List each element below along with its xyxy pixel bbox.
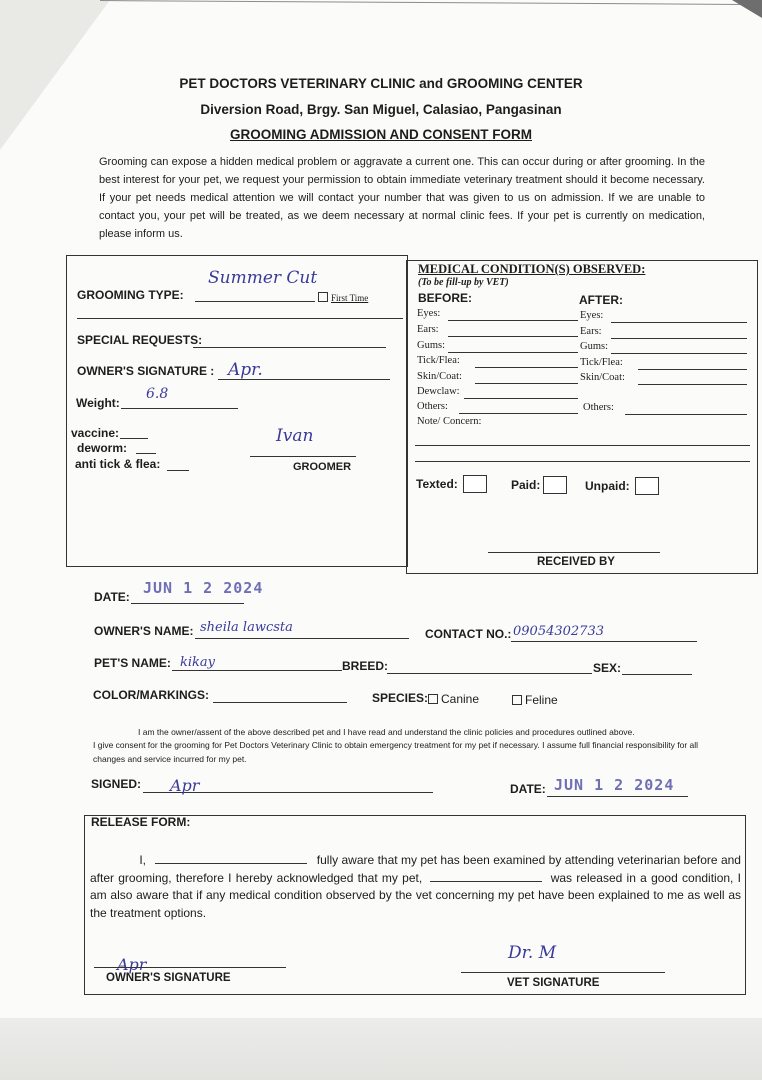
signed-value: Apr <box>170 776 200 795</box>
consent-line-1: I am the owner/assent of the above described pet and I have read and understand the clinic policies and procedures outlined above. <box>138 727 635 737</box>
owner-name-line[interactable] <box>195 638 409 639</box>
received-by-line[interactable] <box>488 552 660 553</box>
groomer-line[interactable] <box>250 456 356 457</box>
after-field-line[interactable] <box>611 322 747 323</box>
groomer-value: Ivan <box>276 426 314 446</box>
grooming-type-line[interactable] <box>195 301 315 302</box>
before-field-label: Dewclaw: <box>417 386 460 397</box>
pet-name-value: kikay <box>180 655 216 670</box>
after-field-label: Others: <box>583 402 614 413</box>
before-field-label: Note/ Concern: <box>417 416 482 427</box>
sex-label: SEX: <box>593 661 622 675</box>
before-field-line[interactable] <box>464 398 578 399</box>
first-time-box[interactable] <box>318 292 328 302</box>
note-line-1[interactable] <box>415 445 750 446</box>
before-field-line[interactable] <box>448 336 578 337</box>
feline-checkbox[interactable] <box>512 695 522 705</box>
before-field-label: Eyes: <box>417 308 441 319</box>
vet-signature-label: VET SIGNATURE <box>507 977 600 989</box>
groomer-label: GROOMER <box>293 461 352 473</box>
before-field-line[interactable] <box>448 320 578 321</box>
consent-date-label: DATE: <box>510 782 546 796</box>
date-line[interactable] <box>131 603 244 604</box>
species-feline-option[interactable] <box>512 693 558 707</box>
release-owner-signature-label: OWNER'S SIGNATURE <box>106 972 231 984</box>
release-text-1: fully aware that my pet has been examined by attending veterinarian before and after grooming, therefore I hereby acknowledged that my pet, <box>90 853 741 885</box>
vet-signature-line[interactable] <box>461 972 665 973</box>
date-stamp: JUN 1 2 2024 <box>143 579 264 597</box>
grooming-type-label: GROOMING TYPE: <box>77 288 184 302</box>
after-field-line[interactable] <box>638 384 747 385</box>
after-field-label: Gums: <box>580 341 609 352</box>
before-field-label: Tick/Flea: <box>417 355 460 366</box>
color-label: COLOR/MARKINGS: <box>93 688 209 702</box>
consent-date-stamp: JUN 1 2 2024 <box>554 776 675 794</box>
special-requests-label: SPECIAL REQUESTS: <box>77 333 203 347</box>
release-owner-name-line[interactable] <box>155 853 307 864</box>
canine-checkbox[interactable] <box>428 694 438 704</box>
pet-name-line[interactable] <box>172 670 342 671</box>
after-field-line[interactable] <box>611 338 747 339</box>
feline-label: Feline <box>525 693 558 707</box>
vet-signature-value: Dr. M <box>508 943 557 963</box>
texted-label: Texted: <box>416 477 458 491</box>
weight-line[interactable] <box>121 408 238 409</box>
before-label: BEFORE: <box>418 291 472 305</box>
release-owner-signature-value: Apr <box>117 955 147 974</box>
before-field-label: Gums: <box>417 340 446 351</box>
paid-label: Paid: <box>511 478 541 492</box>
breed-line[interactable] <box>387 673 592 674</box>
color-line[interactable] <box>213 702 347 703</box>
release-pet-name-line[interactable] <box>430 871 542 882</box>
after-field-label: Ears: <box>580 326 602 337</box>
before-field-label: Skin/Coat: <box>417 371 462 382</box>
received-by-label: RECEIVED BY <box>537 556 615 568</box>
scan-shadow <box>0 1018 762 1080</box>
unpaid-checkbox[interactable] <box>635 477 659 495</box>
before-field-label: Ears: <box>417 324 439 335</box>
release-i-label: I, <box>139 853 146 867</box>
before-field-label: Others: <box>417 401 448 412</box>
breed-label: BREED: <box>342 659 389 673</box>
species-label: SPECIES: <box>372 691 429 705</box>
after-field-label: Eyes: <box>580 310 604 321</box>
after-field-label: Tick/Flea: <box>580 357 623 368</box>
sex-line[interactable] <box>622 674 692 675</box>
medical-subtitle: (To be fill-up by VET) <box>418 277 509 288</box>
after-field-line[interactable] <box>611 353 747 354</box>
intro-paragraph: Grooming can expose a hidden medical problem or aggravate a current one. This can occur during or after grooming. In the best interest for your pet, we request your permission to obtain immediate veterinary treatment should it become necessary. If your pet needs medical attention we will contact your number that was given to us on admission. If we are unable to contact you, your pet will be treated, as we deem necessary at normal clinic fees. If your pet is currently on medication, please inform us. <box>99 156 705 240</box>
consent-date-line[interactable] <box>547 796 688 797</box>
after-field-label: Skin/Coat: <box>580 372 625 383</box>
medical-title: MEDICAL CONDITION(S) OBSERVED: <box>418 262 646 276</box>
deworm-line[interactable] <box>136 453 156 454</box>
owner-signature-value: Apr. <box>228 360 263 380</box>
weight-value: 6.8 <box>146 386 169 402</box>
clinic-address: Diversion Road, Brgy. San Miguel, Calasiao, Pangasinan <box>200 102 562 117</box>
first-time-label: First Time <box>331 293 369 303</box>
special-requests-line[interactable] <box>193 347 386 348</box>
signed-label: SIGNED: <box>91 777 142 791</box>
vaccine-label: vaccine: <box>71 426 120 440</box>
grooming-extra-line[interactable] <box>77 318 403 319</box>
owner-name-value: sheila lawcsta <box>200 620 293 635</box>
weight-label: Weight: <box>76 396 120 410</box>
form-title: GROOMING ADMISSION AND CONSENT FORM <box>230 127 532 142</box>
anti-tick-label: anti tick & flea: <box>75 457 161 471</box>
consent-line-2: I give consent for the grooming for Pet Doctors Veterinary Clinic to obtain emergency treatment for my pet if necessary. I assume full financial responsibility for all changes and service incurred for my pet. <box>93 740 699 764</box>
after-label: AFTER: <box>579 293 623 307</box>
after-field-line[interactable] <box>638 369 747 370</box>
anti-tick-line[interactable] <box>167 470 189 471</box>
note-line-2[interactable] <box>415 461 750 462</box>
contact-value: 09054302733 <box>513 624 604 639</box>
contact-line[interactable] <box>511 641 697 642</box>
release-paragraph <box>90 852 741 922</box>
deworm-label: deworm: <box>77 441 128 455</box>
before-field-line[interactable] <box>475 383 578 384</box>
release-text-2: was released in a good condition, I am also aware that if any medical condition observed by the vet concerning my pet have been explained to me as well as the treatment options. <box>90 870 741 920</box>
unpaid-label: Unpaid: <box>585 479 630 493</box>
before-field-line[interactable] <box>475 367 578 368</box>
paid-checkbox[interactable] <box>543 476 567 494</box>
canine-label: Canine <box>441 692 480 706</box>
pet-name-label: PET'S NAME: <box>94 656 171 670</box>
first-time-checkbox[interactable] <box>318 292 368 303</box>
species-canine-option[interactable] <box>428 692 479 706</box>
clinic-name: PET DOCTORS VETERINARY CLINIC and GROOMING CENTER <box>179 76 583 91</box>
date-label: DATE: <box>94 590 130 604</box>
corner-shadow <box>732 0 762 18</box>
after-field-line[interactable] <box>625 414 747 415</box>
before-field-line[interactable] <box>448 352 578 353</box>
paper-edge <box>100 0 744 15</box>
grooming-type-value: Summer Cut <box>208 268 318 288</box>
owner-name-label: OWNER'S NAME: <box>94 624 194 638</box>
before-field-line[interactable] <box>459 413 578 414</box>
owner-signature-label: OWNER'S SIGNATURE : <box>77 364 215 378</box>
contact-label: CONTACT NO.: <box>425 627 512 641</box>
release-title: RELEASE FORM: <box>91 815 191 829</box>
vaccine-line[interactable] <box>120 438 148 439</box>
release-owner-signature-line[interactable] <box>94 967 286 968</box>
texted-checkbox[interactable] <box>463 475 487 493</box>
